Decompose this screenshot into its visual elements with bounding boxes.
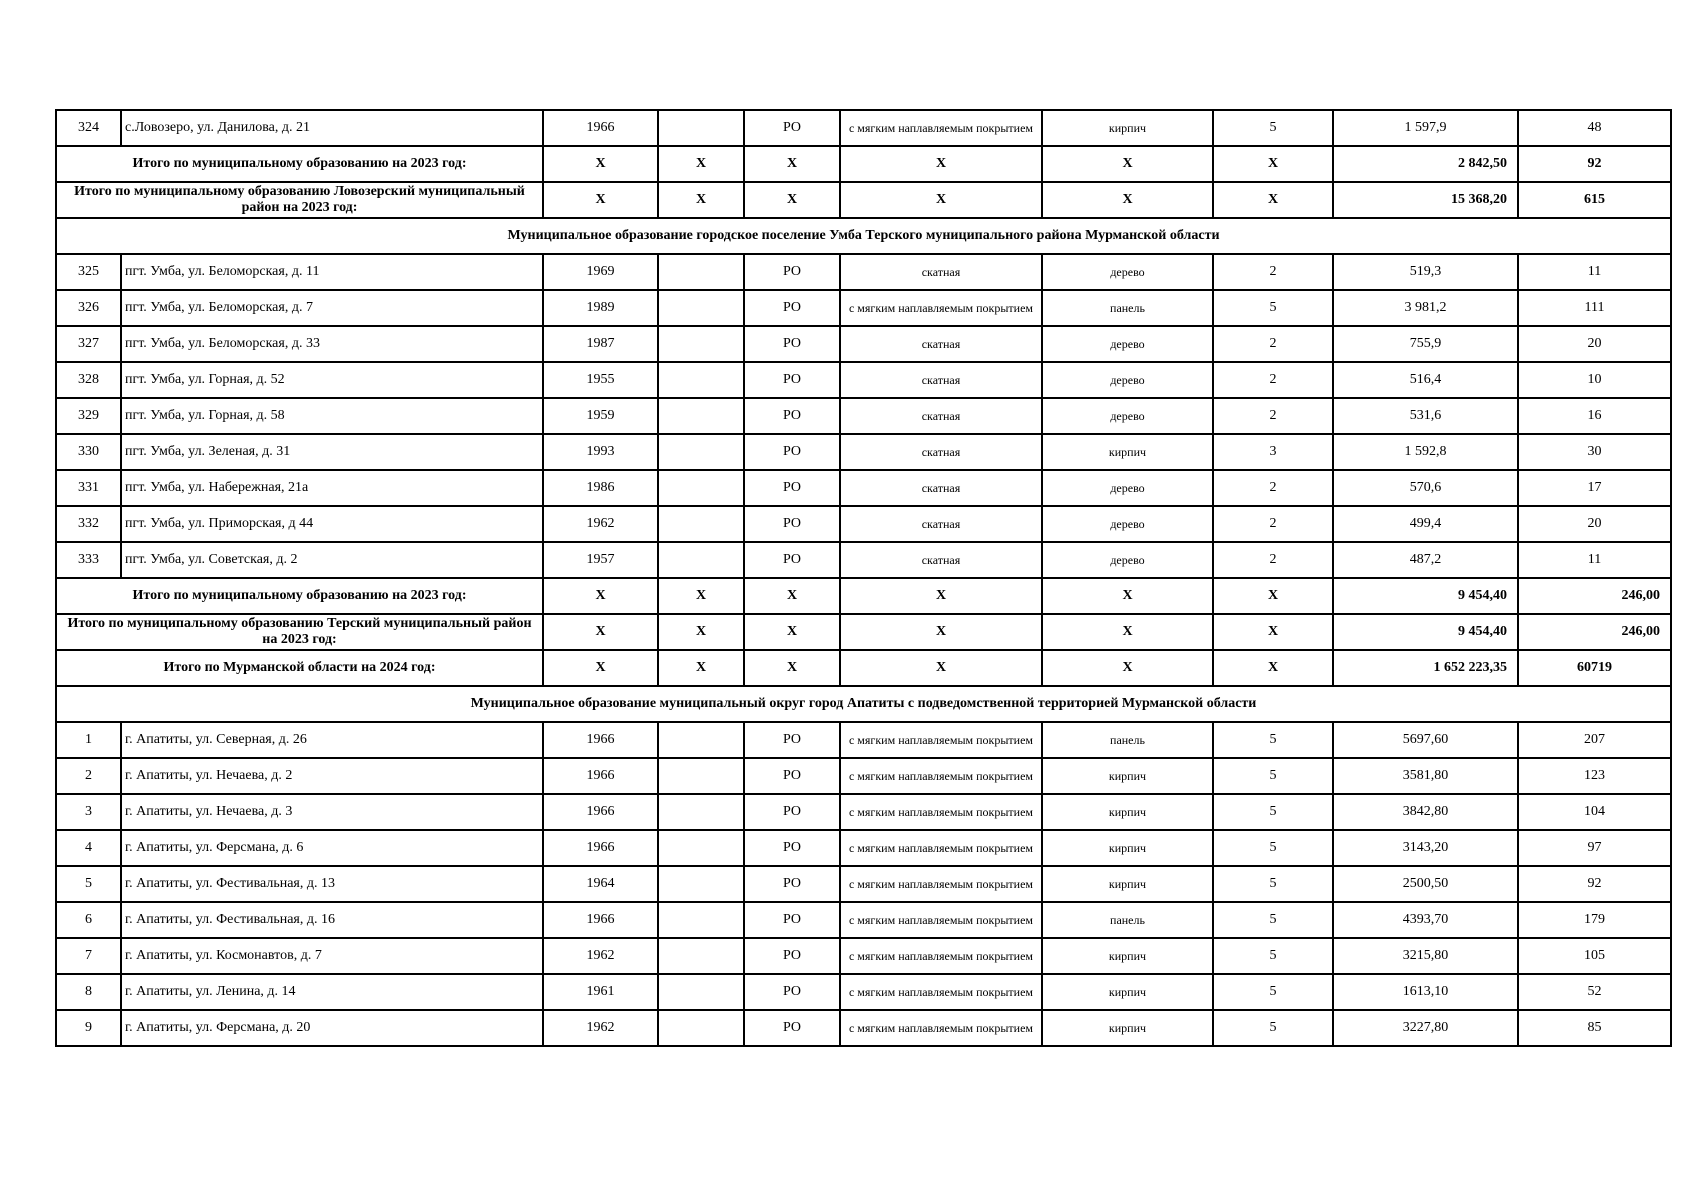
wall-material-cell: кирпич	[1042, 794, 1213, 830]
empty-cell	[658, 794, 744, 830]
row-number: 331	[56, 470, 121, 506]
program-cell: РО	[744, 434, 840, 470]
empty-cell	[658, 506, 744, 542]
roof-type-cell: с мягким наплавляемым покрытием	[840, 902, 1042, 938]
residents-cell: 10	[1518, 362, 1671, 398]
x-mark-cell: X	[1213, 578, 1333, 614]
x-mark-cell: X	[1042, 578, 1213, 614]
x-mark-cell: X	[744, 182, 840, 218]
empty-cell	[658, 830, 744, 866]
program-cell: РО	[744, 974, 840, 1010]
row-number: 327	[56, 326, 121, 362]
area-cell: 3842,80	[1333, 794, 1518, 830]
wall-material-cell: кирпич	[1042, 974, 1213, 1010]
floors-cell: 3	[1213, 434, 1333, 470]
x-mark-cell: X	[1213, 146, 1333, 182]
address-cell: пгт. Умба, ул. Приморская, д 44	[121, 506, 543, 542]
row-number: 328	[56, 362, 121, 398]
roof-type-cell: скатная	[840, 254, 1042, 290]
empty-cell	[658, 110, 744, 146]
table-row	[56, 398, 1671, 434]
x-mark-cell: X	[658, 614, 744, 650]
residents-cell: 111	[1518, 290, 1671, 326]
floors-cell: 2	[1213, 398, 1333, 434]
roof-type-cell: с мягким наплавляемым покрытием	[840, 974, 1042, 1010]
total-residents-cell: 92	[1518, 146, 1671, 182]
year-cell: 1966	[543, 110, 658, 146]
roof-type-cell: скатная	[840, 542, 1042, 578]
wall-material-cell: дерево	[1042, 470, 1213, 506]
program-cell: РО	[744, 1010, 840, 1046]
x-mark-cell: X	[543, 650, 658, 686]
residents-cell: 85	[1518, 1010, 1671, 1046]
residents-cell: 52	[1518, 974, 1671, 1010]
x-mark-cell: X	[1042, 146, 1213, 182]
table-row	[56, 938, 1671, 974]
residents-cell: 179	[1518, 902, 1671, 938]
program-cell: РО	[744, 506, 840, 542]
row-number: 3	[56, 794, 121, 830]
table-row	[56, 794, 1671, 830]
residents-cell: 16	[1518, 398, 1671, 434]
total-label: Итого по муниципальному образованию на 2023 год:	[56, 146, 543, 182]
table-row	[56, 1010, 1671, 1046]
empty-cell	[658, 974, 744, 1010]
section-title: Муниципальное образование городское поселение Умба Терского муниципального района Мурманской области	[56, 218, 1671, 254]
table-row	[56, 254, 1671, 290]
x-mark-cell: X	[840, 146, 1042, 182]
x-mark-cell: X	[840, 614, 1042, 650]
row-number: 330	[56, 434, 121, 470]
table-row	[56, 434, 1671, 470]
residents-cell: 11	[1518, 542, 1671, 578]
address-cell: г. Апатиты, ул. Космонавтов, д. 7	[121, 938, 543, 974]
roof-type-cell: скатная	[840, 398, 1042, 434]
x-mark-cell: X	[1042, 650, 1213, 686]
x-mark-cell: X	[1213, 650, 1333, 686]
address-cell: пгт. Умба, ул. Набережная, 21а	[121, 470, 543, 506]
total-area-cell: 1 652 223,35	[1333, 650, 1518, 686]
empty-cell	[658, 722, 744, 758]
table-row	[56, 290, 1671, 326]
year-cell: 1962	[543, 1010, 658, 1046]
total-row	[56, 578, 1671, 614]
area-cell: 1 597,9	[1333, 110, 1518, 146]
roof-type-cell: скатная	[840, 506, 1042, 542]
row-number: 332	[56, 506, 121, 542]
year-cell: 1957	[543, 542, 658, 578]
empty-cell	[658, 1010, 744, 1046]
x-mark-cell: X	[744, 650, 840, 686]
total-label: Итого по муниципальному образованию Терский муниципальный район на 2023 год:	[56, 614, 543, 650]
housing-table	[55, 109, 1672, 1047]
floors-cell: 5	[1213, 110, 1333, 146]
empty-cell	[658, 362, 744, 398]
floors-cell: 5	[1213, 902, 1333, 938]
address-cell: г. Апатиты, ул. Фестивальная, д. 16	[121, 902, 543, 938]
total-area-cell: 2 842,50	[1333, 146, 1518, 182]
floors-cell: 5	[1213, 722, 1333, 758]
year-cell: 1969	[543, 254, 658, 290]
address-cell: пгт. Умба, ул. Советская, д. 2	[121, 542, 543, 578]
empty-cell	[658, 398, 744, 434]
area-cell: 1613,10	[1333, 974, 1518, 1010]
empty-cell	[658, 542, 744, 578]
wall-material-cell: панель	[1042, 902, 1213, 938]
x-mark-cell: X	[658, 578, 744, 614]
table-row	[56, 866, 1671, 902]
area-cell: 3 981,2	[1333, 290, 1518, 326]
address-cell: пгт. Умба, ул. Беломорская, д. 11	[121, 254, 543, 290]
residents-cell: 207	[1518, 722, 1671, 758]
address-cell: пгт. Умба, ул. Горная, д. 52	[121, 362, 543, 398]
area-cell: 5697,60	[1333, 722, 1518, 758]
row-number: 6	[56, 902, 121, 938]
residents-cell: 104	[1518, 794, 1671, 830]
wall-material-cell: дерево	[1042, 362, 1213, 398]
roof-type-cell: с мягким наплавляемым покрытием	[840, 1010, 1042, 1046]
floors-cell: 2	[1213, 362, 1333, 398]
residents-cell: 97	[1518, 830, 1671, 866]
wall-material-cell: дерево	[1042, 398, 1213, 434]
wall-material-cell: дерево	[1042, 254, 1213, 290]
row-number: 325	[56, 254, 121, 290]
area-cell: 2500,50	[1333, 866, 1518, 902]
total-row	[56, 614, 1671, 650]
empty-cell	[658, 866, 744, 902]
table-row	[56, 902, 1671, 938]
area-cell: 519,3	[1333, 254, 1518, 290]
total-row	[56, 182, 1671, 218]
total-label: Итого по Мурманской области на 2024 год:	[56, 650, 543, 686]
total-residents-cell: 615	[1518, 182, 1671, 218]
row-number: 2	[56, 758, 121, 794]
wall-material-cell: дерево	[1042, 326, 1213, 362]
area-cell: 3143,20	[1333, 830, 1518, 866]
row-number: 8	[56, 974, 121, 1010]
wall-material-cell: кирпич	[1042, 434, 1213, 470]
residents-cell: 123	[1518, 758, 1671, 794]
section-header-row	[56, 686, 1671, 722]
area-cell: 4393,70	[1333, 902, 1518, 938]
x-mark-cell: X	[658, 650, 744, 686]
floors-cell: 5	[1213, 794, 1333, 830]
table-row	[56, 326, 1671, 362]
area-cell: 1 592,8	[1333, 434, 1518, 470]
area-cell: 531,6	[1333, 398, 1518, 434]
total-residents-cell: 246,00	[1518, 578, 1671, 614]
empty-cell	[658, 290, 744, 326]
roof-type-cell: скатная	[840, 362, 1042, 398]
row-number: 5	[56, 866, 121, 902]
row-number: 4	[56, 830, 121, 866]
wall-material-cell: панель	[1042, 722, 1213, 758]
wall-material-cell: кирпич	[1042, 1010, 1213, 1046]
residents-cell: 30	[1518, 434, 1671, 470]
x-mark-cell: X	[658, 146, 744, 182]
empty-cell	[658, 434, 744, 470]
program-cell: РО	[744, 470, 840, 506]
address-cell: г. Апатиты, ул. Нечаева, д. 3	[121, 794, 543, 830]
residents-cell: 11	[1518, 254, 1671, 290]
table-row	[56, 506, 1671, 542]
total-residents-cell: 246,00	[1518, 614, 1671, 650]
wall-material-cell: дерево	[1042, 506, 1213, 542]
residents-cell: 17	[1518, 470, 1671, 506]
year-cell: 1964	[543, 866, 658, 902]
program-cell: РО	[744, 794, 840, 830]
address-cell: г. Апатиты, ул. Ленина, д. 14	[121, 974, 543, 1010]
address-cell: пгт. Умба, ул. Беломорская, д. 7	[121, 290, 543, 326]
empty-cell	[658, 326, 744, 362]
year-cell: 1966	[543, 722, 658, 758]
address-cell: с.Ловозеро, ул. Данилова, д. 21	[121, 110, 543, 146]
floors-cell: 2	[1213, 470, 1333, 506]
x-mark-cell: X	[1213, 614, 1333, 650]
total-area-cell: 15 368,20	[1333, 182, 1518, 218]
area-cell: 516,4	[1333, 362, 1518, 398]
roof-type-cell: с мягким наплавляемым покрытием	[840, 866, 1042, 902]
address-cell: пгт. Умба, ул. Горная, д. 58	[121, 398, 543, 434]
year-cell: 1955	[543, 362, 658, 398]
year-cell: 1966	[543, 794, 658, 830]
total-area-cell: 9 454,40	[1333, 578, 1518, 614]
total-residents-cell: 60719	[1518, 650, 1671, 686]
section-title: Муниципальное образование муниципальный округ город Апатиты с подведомственной территорией Мурманской области	[56, 686, 1671, 722]
roof-type-cell: с мягким наплавляемым покрытием	[840, 794, 1042, 830]
table-row	[56, 974, 1671, 1010]
year-cell: 1961	[543, 974, 658, 1010]
wall-material-cell: кирпич	[1042, 110, 1213, 146]
total-label: Итого по муниципальному образованию на 2023 год:	[56, 578, 543, 614]
program-cell: РО	[744, 362, 840, 398]
row-number: 9	[56, 1010, 121, 1046]
roof-type-cell: с мягким наплавляемым покрытием	[840, 938, 1042, 974]
year-cell: 1987	[543, 326, 658, 362]
address-cell: г. Апатиты, ул. Северная, д. 26	[121, 722, 543, 758]
x-mark-cell: X	[543, 578, 658, 614]
total-row	[56, 146, 1671, 182]
wall-material-cell: кирпич	[1042, 866, 1213, 902]
row-number: 326	[56, 290, 121, 326]
x-mark-cell: X	[1213, 182, 1333, 218]
table-row	[56, 110, 1671, 146]
roof-type-cell: скатная	[840, 326, 1042, 362]
section-header-row	[56, 218, 1671, 254]
empty-cell	[658, 902, 744, 938]
floors-cell: 5	[1213, 866, 1333, 902]
table-body	[56, 110, 1671, 1046]
residents-cell: 48	[1518, 110, 1671, 146]
program-cell: РО	[744, 830, 840, 866]
area-cell: 3215,80	[1333, 938, 1518, 974]
program-cell: РО	[744, 398, 840, 434]
wall-material-cell: панель	[1042, 290, 1213, 326]
year-cell: 1962	[543, 938, 658, 974]
address-cell: пгт. Умба, ул. Зеленая, д. 31	[121, 434, 543, 470]
area-cell: 3581,80	[1333, 758, 1518, 794]
wall-material-cell: кирпич	[1042, 830, 1213, 866]
area-cell: 487,2	[1333, 542, 1518, 578]
address-cell: пгт. Умба, ул. Беломорская, д. 33	[121, 326, 543, 362]
year-cell: 1993	[543, 434, 658, 470]
floors-cell: 5	[1213, 938, 1333, 974]
wall-material-cell: кирпич	[1042, 938, 1213, 974]
address-cell: г. Апатиты, ул. Ферсмана, д. 20	[121, 1010, 543, 1046]
x-mark-cell: X	[744, 614, 840, 650]
x-mark-cell: X	[543, 146, 658, 182]
program-cell: РО	[744, 902, 840, 938]
table-row	[56, 542, 1671, 578]
program-cell: РО	[744, 254, 840, 290]
row-number: 333	[56, 542, 121, 578]
year-cell: 1966	[543, 902, 658, 938]
floors-cell: 2	[1213, 506, 1333, 542]
wall-material-cell: дерево	[1042, 542, 1213, 578]
row-number: 324	[56, 110, 121, 146]
wall-material-cell: кирпич	[1042, 758, 1213, 794]
roof-type-cell: скатная	[840, 470, 1042, 506]
address-cell: г. Апатиты, ул. Ферсмана, д. 6	[121, 830, 543, 866]
program-cell: РО	[744, 326, 840, 362]
x-mark-cell: X	[1042, 614, 1213, 650]
program-cell: РО	[744, 722, 840, 758]
year-cell: 1966	[543, 830, 658, 866]
area-cell: 570,6	[1333, 470, 1518, 506]
table-row	[56, 830, 1671, 866]
floors-cell: 5	[1213, 758, 1333, 794]
table-row	[56, 470, 1671, 506]
year-cell: 1986	[543, 470, 658, 506]
year-cell: 1959	[543, 398, 658, 434]
residents-cell: 20	[1518, 506, 1671, 542]
area-cell: 755,9	[1333, 326, 1518, 362]
floors-cell: 5	[1213, 1010, 1333, 1046]
row-number: 7	[56, 938, 121, 974]
floors-cell: 2	[1213, 542, 1333, 578]
area-cell: 499,4	[1333, 506, 1518, 542]
roof-type-cell: с мягким наплавляемым покрытием	[840, 758, 1042, 794]
floors-cell: 2	[1213, 326, 1333, 362]
program-cell: РО	[744, 938, 840, 974]
x-mark-cell: X	[840, 650, 1042, 686]
total-label: Итого по муниципальному образованию Ловозерский муниципальный район на 2023 год:	[56, 182, 543, 218]
program-cell: РО	[744, 866, 840, 902]
x-mark-cell: X	[658, 182, 744, 218]
residents-cell: 105	[1518, 938, 1671, 974]
roof-type-cell: с мягким наплавляемым покрытием	[840, 722, 1042, 758]
program-cell: РО	[744, 110, 840, 146]
x-mark-cell: X	[840, 578, 1042, 614]
area-cell: 3227,80	[1333, 1010, 1518, 1046]
year-cell: 1989	[543, 290, 658, 326]
floors-cell: 5	[1213, 974, 1333, 1010]
roof-type-cell: с мягким наплавляемым покрытием	[840, 290, 1042, 326]
residents-cell: 20	[1518, 326, 1671, 362]
row-number: 329	[56, 398, 121, 434]
x-mark-cell: X	[543, 614, 658, 650]
program-cell: РО	[744, 290, 840, 326]
table-row	[56, 362, 1671, 398]
empty-cell	[658, 758, 744, 794]
x-mark-cell: X	[543, 182, 658, 218]
total-area-cell: 9 454,40	[1333, 614, 1518, 650]
empty-cell	[658, 938, 744, 974]
roof-type-cell: с мягким наплавляемым покрытием	[840, 110, 1042, 146]
year-cell: 1966	[543, 758, 658, 794]
program-cell: РО	[744, 758, 840, 794]
floors-cell: 5	[1213, 290, 1333, 326]
x-mark-cell: X	[1042, 182, 1213, 218]
x-mark-cell: X	[744, 146, 840, 182]
year-cell: 1962	[543, 506, 658, 542]
floors-cell: 5	[1213, 830, 1333, 866]
total-row	[56, 650, 1671, 686]
roof-type-cell: с мягким наплавляемым покрытием	[840, 830, 1042, 866]
empty-cell	[658, 470, 744, 506]
floors-cell: 2	[1213, 254, 1333, 290]
table-row	[56, 722, 1671, 758]
x-mark-cell: X	[840, 182, 1042, 218]
empty-cell	[658, 254, 744, 290]
roof-type-cell: скатная	[840, 434, 1042, 470]
x-mark-cell: X	[744, 578, 840, 614]
program-cell: РО	[744, 542, 840, 578]
address-cell: г. Апатиты, ул. Фестивальная, д. 13	[121, 866, 543, 902]
row-number: 1	[56, 722, 121, 758]
address-cell: г. Апатиты, ул. Нечаева, д. 2	[121, 758, 543, 794]
table-row	[56, 758, 1671, 794]
residents-cell: 92	[1518, 866, 1671, 902]
